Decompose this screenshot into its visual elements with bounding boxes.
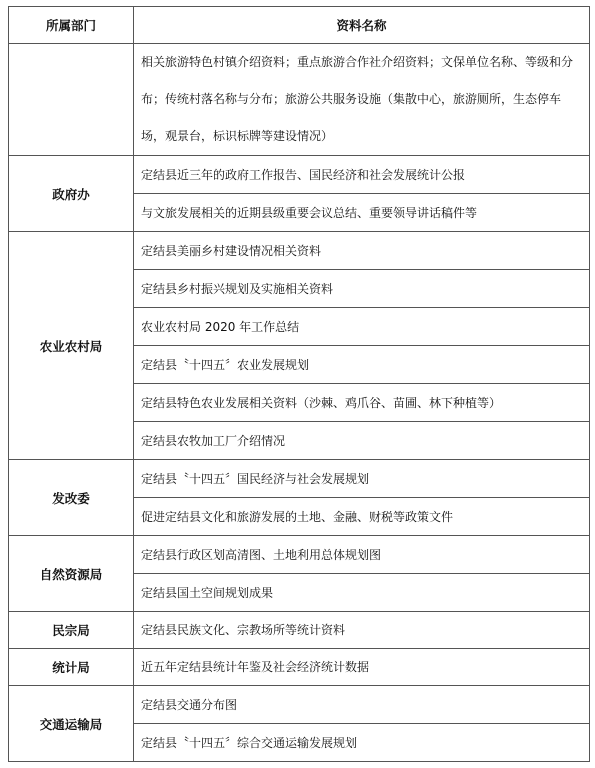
table-row <box>9 460 590 498</box>
material-item: 定结县行政区划高清图、土地利用总体规划图 <box>134 536 590 574</box>
table-row <box>9 536 590 574</box>
table-row <box>9 232 590 270</box>
department-cell: 自然资源局 <box>9 536 134 612</box>
header-row <box>9 7 590 44</box>
department-cell: 统计局 <box>9 649 134 686</box>
material-item: 定结县近三年的政府工作报告、国民经济和社会发展统计公报 <box>134 156 590 194</box>
material-item: 农业农村局 2020 年工作总结 <box>134 308 590 346</box>
header-materials: 资料名称 <box>134 7 590 44</box>
table-row <box>9 156 590 194</box>
department-cell: 发改委 <box>9 460 134 536</box>
material-item: 定结县〝十四五〞农业发展规划 <box>134 346 590 384</box>
material-item: 定结县国土空间规划成果 <box>134 574 590 612</box>
table-row <box>9 686 590 724</box>
material-item: 与文旅发展相关的近期县级重要会议总结、重要领导讲话稿件等 <box>134 194 590 232</box>
department-cell: 政府办 <box>9 156 134 232</box>
material-item: 定结县〝十四五〞综合交通运输发展规划 <box>134 724 590 762</box>
material-item: 相关旅游特色村镇介绍资料；重点旅游合作社介绍资料；文保单位名称、等级和分布；传统村落名称与分布；旅游公共服务设施（集散中心，旅游厕所，生态停车场，观景台，标识标牌等建设情况） <box>134 44 590 156</box>
table-row <box>9 612 590 649</box>
material-item: 定结县民族文化、宗教场所等统计资料 <box>134 612 590 649</box>
table-row <box>9 44 590 156</box>
department-cell <box>9 44 134 156</box>
material-item: 定结县农牧加工厂介绍情况 <box>134 422 590 460</box>
header-department: 所属部门 <box>9 7 134 44</box>
material-item: 定结县乡村振兴规划及实施相关资料 <box>134 270 590 308</box>
department-cell: 交通运输局 <box>9 686 134 762</box>
material-item: 定结县特色农业发展相关资料（沙棘、鸡爪谷、苗圃、林下种植等） <box>134 384 590 422</box>
materials-table <box>8 6 590 762</box>
material-item: 定结县交通分布图 <box>134 686 590 724</box>
material-item: 近五年定结县统计年鉴及社会经济统计数据 <box>134 649 590 686</box>
material-item: 定结县美丽乡村建设情况相关资料 <box>134 232 590 270</box>
department-cell: 民宗局 <box>9 612 134 649</box>
department-cell: 农业农村局 <box>9 232 134 460</box>
table-row <box>9 649 590 686</box>
material-item: 定结县〝十四五〞国民经济与社会发展规划 <box>134 460 590 498</box>
material-item: 促进定结县文化和旅游发展的土地、金融、财税等政策文件 <box>134 498 590 536</box>
